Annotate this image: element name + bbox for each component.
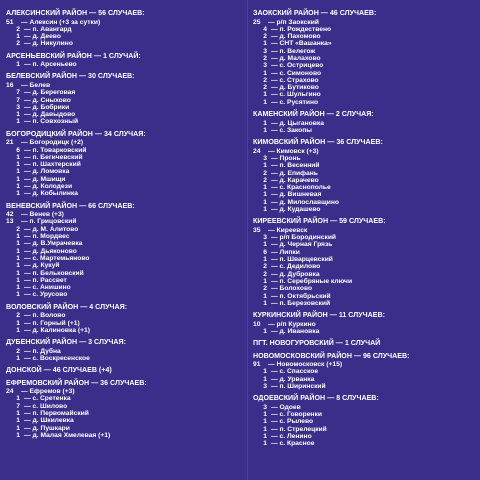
case-line: [6, 403, 238, 410]
case-count: 1: [16, 190, 20, 198]
case-line: [6, 348, 238, 355]
case-line: [6, 61, 238, 68]
case-line: [253, 234, 475, 241]
case-count: 2: [263, 169, 267, 177]
case-line: [253, 263, 475, 270]
locality-name: — д. Пахомово: [271, 33, 321, 41]
locality-name: — Венев (+3): [21, 211, 64, 219]
district-block: [253, 394, 475, 447]
case-count: 1: [16, 417, 20, 425]
locality-name: — п. Товарковский: [24, 146, 87, 154]
district-block: [6, 379, 238, 440]
case-line: [6, 118, 238, 125]
case-count: 1: [16, 431, 20, 439]
case-line: [253, 249, 475, 256]
locality-name: — п. Авангард: [24, 25, 72, 33]
locality-name: — п. Октябрьский: [271, 292, 331, 300]
district-title: ЗАОКСКИЙ РАЙОН — 46 СЛУЧАЕВ:: [253, 9, 377, 17]
case-line: [6, 284, 238, 291]
case-count: 1: [263, 206, 267, 214]
district-block: [253, 311, 475, 335]
case-line: [6, 89, 238, 96]
locality-name: — с. Страхово: [271, 76, 319, 84]
district-block: [6, 52, 238, 69]
locality-name: — п. Совхозный: [24, 118, 79, 126]
case-line: [253, 19, 475, 26]
district-block: [6, 9, 238, 48]
case-count: 21: [6, 139, 14, 147]
case-count: 3: [263, 403, 267, 411]
case-line: [253, 148, 475, 155]
case-count: 1: [16, 326, 20, 334]
case-line: [6, 240, 238, 247]
case-count: 2: [263, 76, 267, 84]
case-count: 3: [263, 154, 267, 162]
case-count: 2: [263, 176, 267, 184]
case-count: 1: [16, 161, 20, 169]
case-line: [253, 199, 475, 206]
locality-name: — п. Дубна: [24, 347, 61, 355]
case-line: [6, 425, 238, 432]
locality-name: — с. Русятино: [271, 98, 319, 106]
case-count: 3: [263, 383, 267, 391]
case-count: 6: [16, 146, 20, 154]
district-title: ВОЛОВСКИЙ РАЙОН — 4 СЛУЧАЯ:: [6, 302, 128, 311]
locality-name: — д. Никулино: [24, 40, 73, 48]
locality-name: — п. Грицовский: [21, 218, 77, 226]
locality-name: — р/п Бородинский: [271, 234, 337, 242]
case-line: [253, 77, 475, 84]
case-count: 3: [263, 234, 267, 242]
locality-name: — п. Волово: [24, 312, 66, 320]
case-line: [253, 328, 475, 335]
district-block: [6, 72, 238, 125]
locality-name: — с. Воскресенское: [24, 354, 90, 362]
case-count: 7: [16, 402, 20, 410]
case-count: 1: [263, 277, 267, 285]
locality-name: — д. Ломовка: [24, 168, 70, 176]
case-count: 1: [263, 98, 267, 106]
case-count: 1: [263, 69, 267, 77]
locality-name: — д. Давыдово: [24, 111, 76, 119]
case-count: 3: [16, 103, 20, 111]
case-count: 1: [16, 61, 20, 69]
case-line: [253, 91, 475, 98]
case-line: [6, 233, 238, 240]
case-count: 2: [16, 25, 20, 33]
case-count: 25: [253, 18, 261, 26]
case-count: 1: [263, 440, 267, 448]
locality-name: — д. Пушкари: [24, 424, 70, 432]
locality-name: — п. Шварцевский: [271, 256, 333, 264]
district-block: [6, 366, 238, 375]
case-count: 1: [263, 184, 267, 192]
case-count: 3: [263, 47, 267, 55]
case-line: [6, 218, 238, 225]
locality-name: — с. Острицево: [271, 62, 324, 70]
case-count: 1: [263, 425, 267, 433]
case-count: 1: [16, 354, 20, 362]
locality-name: — д. Кудашево: [271, 206, 321, 214]
locality-name: — Ефремов (+3): [21, 388, 75, 396]
locality-name: — п. Бельковский: [24, 269, 84, 277]
case-count: 1: [16, 284, 20, 292]
locality-name: — д. Бобрики: [24, 103, 70, 111]
case-count: 2: [263, 54, 267, 62]
case-line: [253, 62, 475, 69]
locality-name: — д. М. Алитово: [24, 225, 79, 233]
case-line: [6, 248, 238, 255]
locality-name: — с. Шульгино: [271, 91, 321, 99]
case-count: 4: [263, 25, 267, 33]
locality-name: — д. Кобылинка: [24, 190, 78, 198]
case-line: [253, 256, 475, 263]
locality-name: — р/п Куркино: [268, 320, 316, 328]
case-count: 1: [16, 269, 20, 277]
case-line: [253, 26, 475, 33]
locality-name: — д. В.Умрачевка: [24, 240, 83, 248]
district-block: [253, 352, 475, 391]
locality-name: — п. Серебряные ключи: [271, 277, 353, 285]
left-column: [6, 9, 238, 443]
case-count: 1: [263, 256, 267, 264]
locality-name: — с. Краснополье: [271, 184, 331, 192]
locality-name: — д. Мшищи: [24, 175, 66, 183]
case-count: 1: [16, 168, 20, 176]
district-block: [253, 110, 475, 134]
case-line: [253, 241, 475, 248]
case-count: 1: [263, 40, 267, 48]
case-count: 1: [263, 241, 267, 249]
case-count: 2: [16, 40, 20, 48]
case-line: [253, 321, 475, 328]
case-count: 1: [16, 395, 20, 403]
district-block: [6, 338, 238, 362]
case-line: [253, 127, 475, 134]
locality-name: — п. Стрелецкий: [271, 425, 327, 433]
case-count: 1: [263, 292, 267, 300]
case-count: 2: [16, 225, 20, 233]
case-count: 91: [253, 361, 261, 369]
case-line: [253, 162, 475, 169]
case-line: [253, 300, 475, 307]
case-line: [6, 262, 238, 269]
locality-name: — с. Анишино: [24, 284, 71, 292]
locality-name: — с. Красное: [271, 440, 315, 448]
case-line: [253, 177, 475, 184]
locality-name: — Киреевск: [268, 226, 308, 234]
case-line: [253, 33, 475, 40]
locality-name: — д. Ивановка: [271, 327, 320, 335]
locality-name: — с. Мартемьяново: [24, 254, 90, 262]
case-line: [6, 190, 238, 197]
case-count: 6: [263, 248, 267, 256]
district-title: ПГТ. НОВОГУРОВСКИЙ — 1 СЛУЧАЙ: [253, 339, 381, 348]
case-line: [6, 176, 238, 183]
locality-name: — п. Рождествено: [271, 25, 332, 33]
case-count: 1: [16, 262, 20, 270]
case-count: 1: [16, 291, 20, 299]
district-block: [253, 9, 475, 106]
case-count: 1: [16, 118, 20, 126]
case-line: [6, 33, 238, 40]
locality-name: — д. Береговая: [24, 89, 76, 97]
locality-name: — п. Велегож: [271, 47, 316, 55]
case-line: [6, 168, 238, 175]
case-count: 7: [16, 89, 20, 97]
case-line: [253, 293, 475, 300]
case-count: 1: [16, 247, 20, 255]
case-line: [253, 184, 475, 191]
locality-name: — д. Бутиково: [271, 84, 319, 92]
case-count: 1: [263, 162, 267, 170]
case-line: [253, 55, 475, 62]
case-count: 1: [263, 119, 267, 127]
locality-name: — п. Арсеньево: [24, 61, 77, 69]
case-count: 1: [16, 175, 20, 183]
locality-name: — д. Дьяконово: [24, 247, 77, 255]
locality-name: — д. Вишневая: [271, 191, 322, 199]
case-line: [6, 417, 238, 424]
case-line: [253, 426, 475, 433]
case-count: 42: [6, 211, 14, 219]
district-title: ДОНСКОЙ — 46 СЛУЧАЕВ (+4): [6, 366, 112, 375]
locality-name: — с. Рылево: [271, 418, 314, 426]
district-block: [253, 217, 475, 307]
case-line: [253, 433, 475, 440]
case-count: 2: [16, 347, 20, 355]
locality-name: — п. Шахтерский: [24, 161, 81, 169]
locality-name: — п. Березовский: [271, 299, 331, 307]
case-line: [6, 355, 238, 362]
case-count: 24: [6, 388, 14, 396]
locality-name: — п. Мордвес: [24, 233, 70, 241]
case-line: [6, 82, 238, 89]
locality-name: — с. Симоново: [271, 69, 322, 77]
locality-name: — Новомосковск (+15): [268, 361, 343, 369]
locality-name: — д. Епифань: [271, 169, 318, 177]
locality-name: — с. Говоренки: [271, 411, 322, 419]
district-block: [253, 138, 475, 213]
case-count: 1: [263, 418, 267, 426]
case-count: 16: [6, 81, 14, 89]
case-count: 3: [263, 62, 267, 70]
case-line: [253, 440, 475, 447]
case-line: [253, 70, 475, 77]
locality-name: — п. Рассвет: [24, 276, 67, 284]
case-line: [253, 191, 475, 198]
locality-name: — п. Ширинский: [271, 383, 326, 391]
case-count: 10: [253, 320, 261, 328]
case-count: 1: [263, 411, 267, 419]
locality-name: — Богородицк (+2): [21, 139, 84, 147]
locality-name: — д. Кукуй: [24, 262, 60, 270]
case-count: 1: [16, 410, 20, 418]
case-line: [253, 48, 475, 55]
case-count: 2: [263, 285, 267, 293]
case-count: 1: [16, 33, 20, 41]
locality-name: — Белев: [21, 81, 51, 89]
locality-name: — д. Малая Хмелевая (+1): [24, 431, 111, 439]
district-block: [6, 303, 238, 334]
locality-name: — п. Весенний: [271, 162, 320, 170]
case-line: [253, 278, 475, 285]
locality-name: — д. Урванка: [271, 375, 315, 383]
case-line: [6, 104, 238, 111]
locality-name: — д. Колодези: [24, 183, 73, 191]
district-title: КАМЕНСКИЙ РАЙОН — 2 СЛУЧАЯ:: [253, 110, 374, 119]
case-line: [253, 206, 475, 213]
district-title: БОГОРОДИЦКИЙ РАЙОН — 34 СЛУЧАЯ:: [6, 129, 146, 138]
case-line: [6, 432, 238, 439]
case-line: [253, 99, 475, 106]
locality-name: — д. Черная Грязь: [271, 241, 333, 249]
case-count: 2: [16, 312, 20, 320]
district-title: КУРКИНСКИЙ РАЙОН — 11 СЛУЧАЕВ:: [253, 311, 385, 320]
district-block: [6, 202, 238, 299]
locality-name: — п. Горный (+1): [24, 319, 80, 327]
case-count: 7: [16, 96, 20, 104]
locality-name: — д. Цыгановка: [271, 119, 324, 127]
case-count: 1: [263, 198, 267, 206]
case-line: [253, 271, 475, 278]
case-count: 2: [263, 84, 267, 92]
case-count: 1: [16, 153, 20, 161]
district-title: БЕЛЕВСКИЙ РАЙОН — 30 СЛУЧАЕВ:: [6, 72, 135, 81]
locality-name: — п. Бегичевский: [24, 153, 83, 161]
case-line: [6, 139, 238, 146]
case-count: 1: [16, 424, 20, 432]
case-line: [6, 19, 238, 26]
locality-name: — с. Закопы: [271, 126, 312, 134]
case-line: [6, 270, 238, 277]
locality-name: — Пронь: [271, 154, 301, 162]
locality-name: — д. Дубровка: [271, 270, 320, 278]
case-line: [6, 226, 238, 233]
case-line: [253, 368, 475, 375]
case-count: 35: [253, 226, 261, 234]
case-line: [253, 383, 475, 390]
case-count: 1: [263, 375, 267, 383]
case-line: [253, 411, 475, 418]
case-line: [6, 161, 238, 168]
case-line: [253, 40, 475, 47]
locality-name: — д. Малахово: [271, 54, 321, 62]
locality-name: — р/п Заокский: [268, 18, 319, 26]
case-count: 2: [263, 270, 267, 278]
district-title: ОДОЕВСКИЙ РАЙОН — 8 СЛУЧАЕВ:: [253, 394, 379, 403]
case-line: [253, 120, 475, 127]
district-title: АЛЕКСИНСКИЙ РАЙОН — 56 СЛУЧАЕВ:: [6, 9, 145, 17]
locality-name: — д. Милославщино: [271, 198, 340, 206]
case-line: [6, 26, 238, 33]
case-count: 1: [16, 111, 20, 119]
column-divider: [247, 0, 248, 480]
district-title: ЕФРЕМОВСКИЙ РАЙОН — 36 СЛУЧАЕВ:: [6, 378, 147, 387]
case-line: [6, 312, 238, 319]
locality-name: — с. Спасское: [271, 368, 319, 376]
case-count: 1: [263, 368, 267, 376]
locality-name: — д. Шкилевка: [24, 417, 74, 425]
case-line: [6, 320, 238, 327]
case-count: 1: [263, 191, 267, 199]
locality-name: — д. Сныхово: [24, 96, 71, 104]
right-column: [253, 9, 475, 452]
case-count: 1: [263, 299, 267, 307]
locality-name: — п. Первомайский: [24, 410, 89, 418]
district-title: НОВОМОСКОВСКИЙ РАЙОН — 96 СЛУЧАЕВ:: [253, 351, 410, 360]
district-title: ВЕНЕВСКИЙ РАЙОН — 66 СЛУЧАЕВ:: [6, 201, 135, 210]
locality-name: — с. Урусово: [24, 291, 68, 299]
locality-name: — Одоев: [271, 403, 301, 411]
case-line: [253, 376, 475, 383]
case-count: 1: [263, 433, 267, 441]
case-count: 51: [6, 18, 14, 26]
case-line: [253, 285, 475, 292]
case-count: 2: [263, 263, 267, 271]
case-count: 1: [16, 319, 20, 327]
locality-name: — с. Дедилово: [271, 263, 321, 271]
locality-name: — Болохово: [271, 285, 313, 293]
locality-name: — Липки: [271, 248, 300, 256]
district-title: КИРЕЕВСКИЙ РАЙОН — 59 СЛУЧАЕВ:: [253, 217, 386, 226]
case-line: [6, 395, 238, 402]
case-line: [253, 404, 475, 411]
case-count: 13: [6, 218, 14, 226]
case-count: 1: [16, 254, 20, 262]
case-count: 1: [16, 240, 20, 248]
locality-name: — с. Сретенка: [24, 395, 71, 403]
case-line: [6, 327, 238, 334]
case-line: [253, 84, 475, 91]
case-count: 2: [263, 33, 267, 41]
locality-name: — с. Ленино: [271, 433, 312, 441]
locality-name: — СНТ «Вашанка»: [271, 40, 332, 48]
case-line: [253, 361, 475, 368]
district-block: [6, 130, 238, 198]
locality-name: — Кимовск (+3): [268, 147, 319, 155]
case-count: 24: [253, 147, 261, 155]
case-count: 1: [16, 276, 20, 284]
case-line: [253, 170, 475, 177]
locality-name: — д. Карачево: [271, 176, 319, 184]
case-count: 1: [16, 233, 20, 241]
case-line: [6, 410, 238, 417]
case-count: 1: [263, 126, 267, 134]
district-title: ДУБЕНСКИЙ РАЙОН — 3 СЛУЧАЯ:: [6, 338, 126, 347]
case-line: [6, 388, 238, 395]
case-count: 1: [16, 183, 20, 191]
case-count: 1: [263, 327, 267, 335]
case-line: [6, 277, 238, 284]
locality-name: — Алексин (+3 за сутки): [21, 18, 101, 26]
case-line: [6, 291, 238, 298]
locality-name: — д. Калиновка (+1): [24, 326, 90, 334]
case-line: [6, 40, 238, 47]
locality-name: — с. Шилово: [24, 402, 68, 410]
district-title: КИМОВСКИЙ РАЙОН — 36 СЛУЧАЕВ:: [253, 138, 383, 147]
case-line: [6, 147, 238, 154]
case-count: 1: [263, 91, 267, 99]
case-line: [6, 97, 238, 104]
district-block: [253, 339, 475, 348]
case-line: [253, 418, 475, 425]
locality-name: — д. Деево: [24, 33, 61, 41]
district-title: АРСЕНЬЕВСКИЙ РАЙОН — 1 СЛУЧАЙ:: [6, 51, 141, 60]
